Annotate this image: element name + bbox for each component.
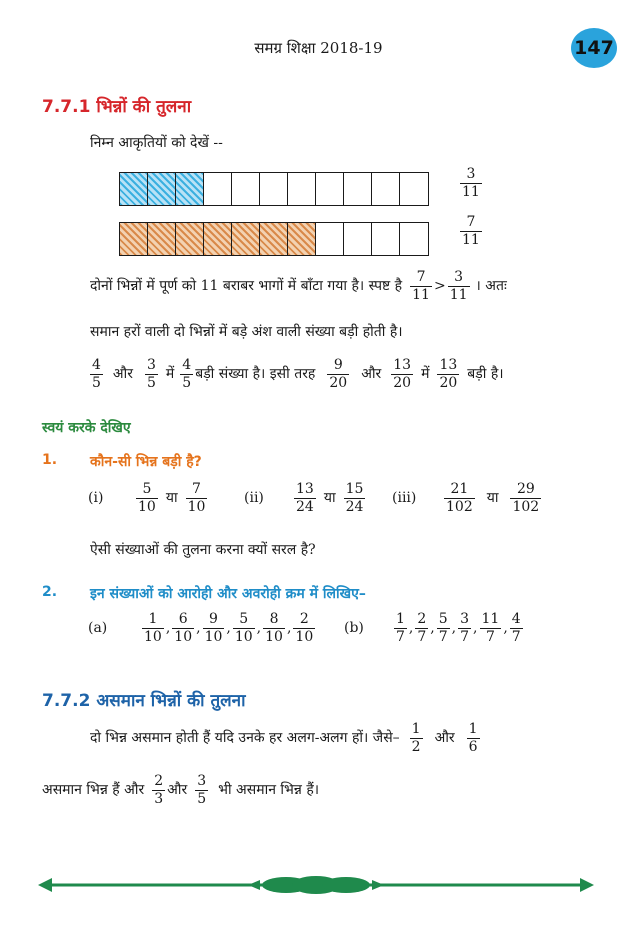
q1-part-iii: (iii) $\frac{21}{102}$ या $\frac{29}{102}$ [392, 481, 540, 515]
separator: , [226, 620, 231, 637]
bar-cell-shaded [288, 223, 316, 255]
fraction: $\frac{3}{11}$ [449, 269, 468, 303]
bar-cell-empty [400, 223, 428, 255]
bar-cell-shaded [260, 223, 288, 255]
unlike-fractions-line1: दो भिन्न असमान होती हैं यदि उनके हर अलग-अलग हों। जैसे– $\frac{1}{2}$ और $\frac{1}{6}$ [90, 721, 478, 755]
bar-cell-shaded [232, 223, 260, 255]
bar-cell-empty [316, 223, 344, 255]
separator: , [473, 620, 478, 637]
bar-cell-empty [232, 173, 260, 205]
q2-part-a: (a) $\frac{1}{10}$ , $\frac{6}{10}$ , $\frac{9}{10}$ , $\frac{5}{10}$ , $\frac{8}{10}$ , $\frac{2}{10}$ [88, 611, 314, 645]
separator: , [286, 620, 292, 637]
separator: , [165, 620, 171, 637]
fraction: $\frac{9}{10}$ [204, 611, 223, 645]
bar-cell-shaded [176, 173, 204, 205]
footer-arrow-left [38, 878, 52, 892]
paragraph-examples: $\frac{4}{5}$ और $\frac{3}{5}$ में $\frac{4}{5}$ बड़ी संख्या है। इसी तरह $\frac{9}{20}$ और $\frac{13}{20}$ में $\frac{13}{20}$ बड़ी है। [92, 357, 504, 391]
q2-text: इन संख्याओं को आरोही और अवरोही क्रम में लिखिए– [90, 586, 366, 602]
fraction: $\frac{6}{10}$ [174, 611, 193, 645]
separator: , [256, 620, 262, 637]
separator: , [196, 620, 201, 637]
q2-part-b: (b) $\frac{1}{7}$ , $\frac{2}{7}$ , $\frac{5}{7}$ , $\frac{3}{7}$ , $\frac{11}{7}$ , $\frac{4}{7}$ [344, 611, 521, 645]
bar-cell-shaded [120, 173, 148, 205]
q1-part-ii: (ii) $\frac{13}{24}$ या $\frac{15}{24}$ [244, 481, 364, 515]
fraction: $\frac{7}{11}$ [412, 269, 430, 303]
page-number-badge: 147 [571, 28, 617, 68]
bar-cell-empty [344, 173, 372, 205]
footer-leaf-3 [322, 877, 370, 893]
fraction: $\frac{4}{7}$ [511, 611, 521, 645]
footer-arrow-mid-left [248, 880, 260, 890]
bar-cell-empty [372, 173, 400, 205]
unlike-fractions-line2: असमान भिन्न हैं और $\frac{2}{3}$ और $\frac{3}{5}$ भी असमान भिन्न हैं। [42, 773, 320, 807]
try-yourself-heading: स्वयं करके देखिए [42, 420, 131, 436]
q2-number: 2. [42, 584, 58, 600]
fraction: $\frac{2}{10}$ [295, 611, 314, 645]
fraction: $\frac{11}{7}$ [481, 611, 500, 645]
bar2-fraction-label: $\frac{7}{11}$ [462, 214, 480, 248]
fraction: $\frac{1}{7}$ [396, 611, 405, 645]
paragraph-rule: समान हरों वाली दो भिन्नों में बड़े अंश वाली संख्या बड़ी होती है। [90, 324, 403, 340]
bar-cell-shaded [148, 223, 176, 255]
fraction: $\frac{8}{10}$ [265, 611, 283, 645]
separator: , [503, 620, 508, 637]
fraction: $\frac{1}{10}$ [144, 611, 162, 645]
bar-cell-empty [260, 173, 288, 205]
q1-part-i: (i) $\frac{5}{10}$ या $\frac{7}{10}$ [88, 481, 206, 515]
bar-cell-shaded [148, 173, 176, 205]
fraction-bar-7-11 [119, 222, 429, 256]
bar-cell-empty [204, 173, 232, 205]
q1-followup: ऐसी संख्याओं की तुलना करना क्यों सरल है? [90, 542, 316, 558]
intro-text: निम्न आकृतियों को देखें -- [90, 135, 223, 151]
fraction-bar-3-11 [119, 172, 429, 206]
bar-cell-shaded [204, 223, 232, 255]
bar-cell-empty [288, 173, 316, 205]
separator: , [408, 620, 414, 637]
footer-ornament [38, 870, 594, 900]
bar-cell-shaded [120, 223, 148, 255]
fraction: $\frac{3}{7}$ [460, 611, 470, 645]
section-heading-7-7-2: 7.7.2 असमान भिन्नों की तुलना [42, 691, 246, 711]
bar-cell-shaded [176, 223, 204, 255]
fraction: $\frac{5}{10}$ [234, 611, 253, 645]
separator: , [451, 620, 457, 637]
q1-text: कौन-सी भिन्न बड़ी है? [90, 454, 202, 470]
section-heading-7-7-1: 7.7.1 भिन्नों की तुलना [42, 97, 192, 117]
fraction: $\frac{2}{7}$ [417, 611, 427, 645]
bar1-fraction-label: $\frac{3}{11}$ [462, 166, 480, 200]
bar-cell-empty [372, 223, 400, 255]
page-header-title: समग्र शिक्षा 2018-19 [254, 39, 383, 57]
footer-arrow-right [580, 878, 594, 892]
bar-cell-empty [316, 173, 344, 205]
separator: , [430, 620, 435, 637]
paragraph-equal-parts: दोनों भिन्नों में पूर्ण को 11 बराबर भागों में बाँटा गया है। स्पष्ट है $\frac{7}{11}$ > $\frac{3}{11}$ । अतः [90, 269, 507, 303]
bar-cell-empty [344, 223, 372, 255]
bar-cell-empty [400, 173, 428, 205]
footer-arrow-mid-right [372, 880, 384, 890]
q1-number: 1. [42, 452, 58, 468]
fraction: $\frac{5}{7}$ [438, 611, 448, 645]
